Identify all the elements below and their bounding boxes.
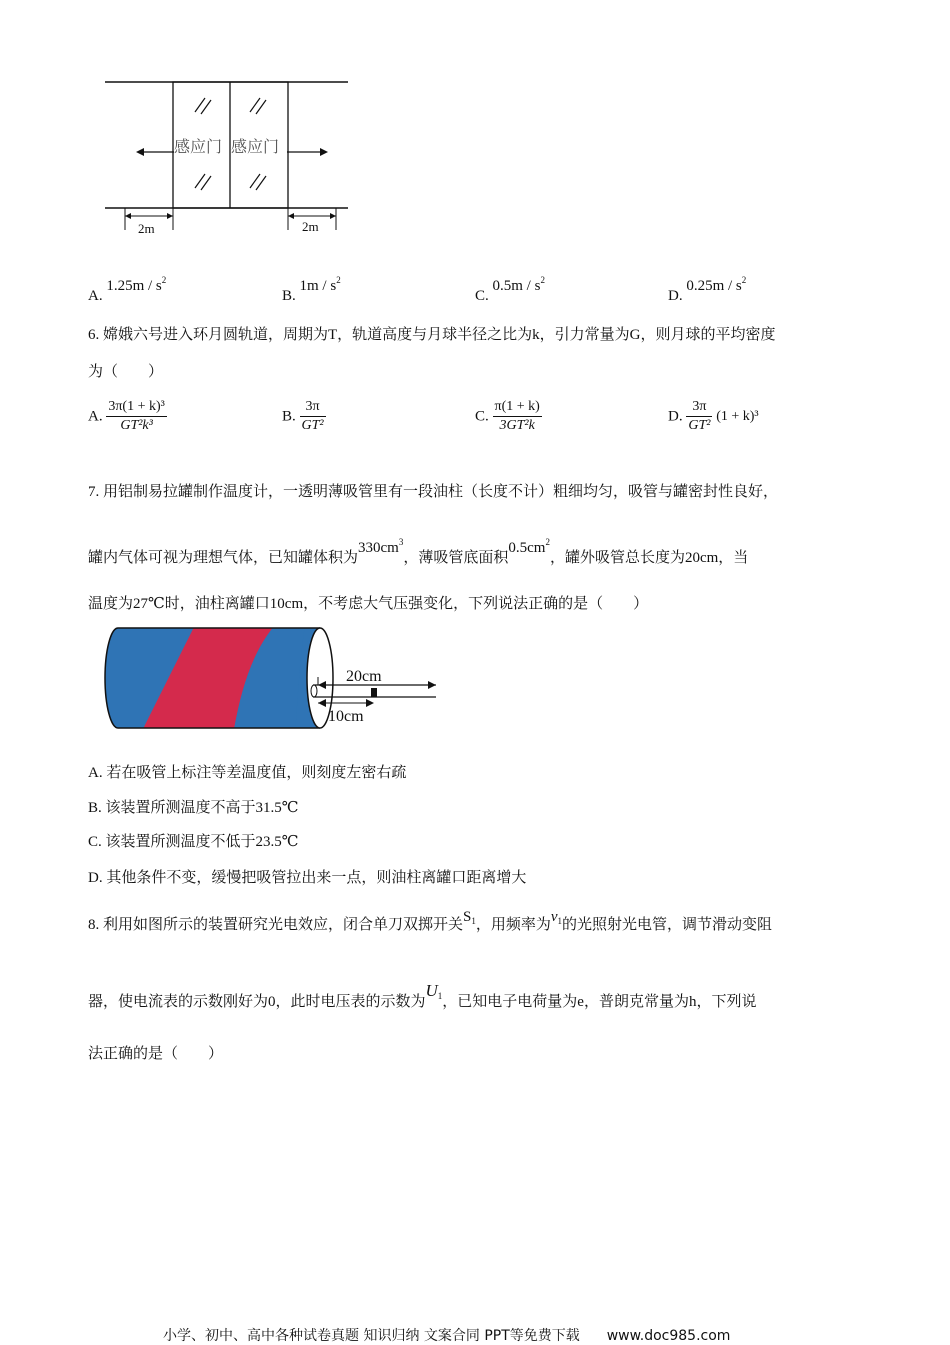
q7-stem-line1: 7. 用铝制易拉罐制作温度计，一透明薄吸管里有一段油柱（长度不计）粗细均匀，吸管与罐密封性良好， bbox=[88, 484, 779, 500]
q6-option-a: A. $\frac{\text{3π(1 + k)³}}{\text{GT²k³}}$ bbox=[88, 399, 165, 433]
q6-stem-line2: 为（ ） bbox=[88, 364, 164, 380]
q6-stem-line1: 6. 嫦娥六号进入环月圆轨道，周期为T，轨道高度与月球半径之比为k，引力常量为G，则月球的平均密度 bbox=[88, 327, 776, 343]
q5-option-a: A. $1.25m / s^2$ bbox=[88, 275, 167, 304]
q8-stem-line1: 8. 利用如图所示的装置研究光电效应，闭合单刀双掷开关$S_1$，用频率为$\nu_1$的光照射光电管，调节滑动变阻 bbox=[88, 909, 773, 933]
q7-option-b: B. 该装置所测温度不高于31.5℃ bbox=[88, 800, 299, 816]
q5-option-b: B. $1m / s^2$ bbox=[282, 275, 341, 304]
q5-option-d: D. $0.25m / s^2$ bbox=[668, 275, 747, 304]
q7-stem-line3: 温度为27℃时，油柱离罐口10cm，不考虑大气压强变化，下列说法正确的是（ ） bbox=[88, 596, 649, 612]
q7-stem-line2: 罐内气体可视为理想气体，已知罐体积为$330cm^3$，薄吸管底面积$0.5cm^2$，罐外吸管总长度为20cm，当 bbox=[88, 537, 749, 566]
q8-stem-line2: 器，使电流表的示数刚好为0，此时电压表的示数为U1，已知电子电荷量为e，普朗克常量为h，下列说 bbox=[88, 981, 757, 1010]
q5-option-c: C. $0.5m / s^2$ bbox=[475, 275, 545, 304]
oil-distance-label: 10cm bbox=[328, 708, 364, 725]
footer-url[interactable]: www.doc985.com bbox=[606, 1328, 731, 1344]
q6-option-c: C. $\frac{\pi(1 + k)}{\text{3GT²k}}$ bbox=[475, 399, 540, 433]
can-thermometer-figure bbox=[100, 625, 445, 735]
straw-length-label: 20cm bbox=[346, 668, 382, 685]
sensor-door-figure bbox=[100, 70, 360, 240]
q8-stem-line3: 法正确的是（ ） bbox=[88, 1046, 224, 1062]
q6-option-b: B. $\frac{3\pi}{\text{GT²}}$ bbox=[282, 399, 324, 433]
page-footer bbox=[163, 1325, 730, 1345]
dim-left-label: 2m bbox=[138, 221, 155, 236]
q6-option-d: D. $\frac{3\pi}{\text{GT²}}$ (1 + k)³ bbox=[668, 399, 759, 433]
dim-right-label: 2m bbox=[302, 219, 319, 234]
door-left-label: 感应门 bbox=[174, 137, 223, 156]
q7-option-a: A. 若在吸管上标注等差温度值，则刻度左密右疏 bbox=[88, 765, 407, 781]
q7-option-d: D. 其他条件不变，缓慢把吸管拉出来一点，则油柱离罐口距离增大 bbox=[88, 870, 527, 886]
door-right-label: 感应门 bbox=[231, 137, 280, 156]
footer-text: 小学、初中、高中各种试卷真题 知识归纳 文案合同 PPT等免费下载 bbox=[163, 1328, 580, 1344]
q7-option-c: C. 该装置所测温度不低于23.5℃ bbox=[88, 834, 299, 850]
